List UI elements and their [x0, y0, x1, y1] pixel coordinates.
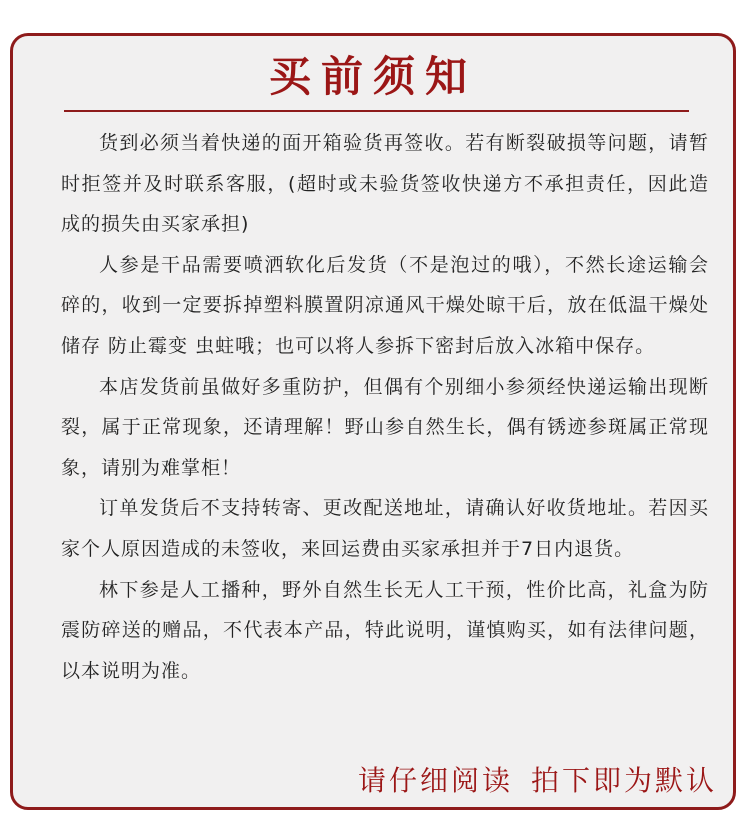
notice-card	[10, 33, 736, 810]
notice-paragraph-address: 订单发货后不支持转寄、更改配送地址，请确认好收货地址。若因买家个人原因造成的未签收，来回运费由买家承担并于7日内退货。	[61, 497, 709, 560]
notice-paragraph-product-note: 林下参是人工播种，野外自然生长无人工干预，性价比高，礼盒为防震防碎送的赠品，不代表本产品，特此说明，谨慎购买，如有法律问题，以本说明为准。	[61, 578, 709, 682]
notice-body	[61, 123, 709, 691]
footer-notice	[358, 763, 717, 799]
notice-paragraph-inspection: 货到必须当着快递的面开箱验货再签收。若有断裂破损等问题，请暂时拒签并及时联系客服，(超时或未验货签收快递方不承担责任，因此造成的损失由买家承担)	[61, 132, 709, 236]
notice-title: 买前须知	[268, 52, 477, 101]
notice-paragraph-storage: 人参是干品需要喷洒软化后发货（不是泡过的哦），不然长途运输会碎的，收到一定要拆掉塑料膜置阴凉通风干燥处晾干后，放在低温干燥处储存 防止霉变 虫蛀哦；也可以将人参拆下密封后放入冰箱中保存。	[61, 253, 709, 357]
title-divider	[64, 110, 689, 112]
read-carefully-text: 请仔细阅读	[357, 764, 513, 797]
order-default-text: 拍下即为默认	[530, 764, 717, 797]
notice-paragraph-shipping-damage: 本店发货前虽做好多重防护，但偶有个别细小参须经快递运输出现断裂，属于正常现象，还请理解！野山参自然生长，偶有锈迹参斑属正常现象，请别为难掌柜！	[61, 375, 709, 479]
